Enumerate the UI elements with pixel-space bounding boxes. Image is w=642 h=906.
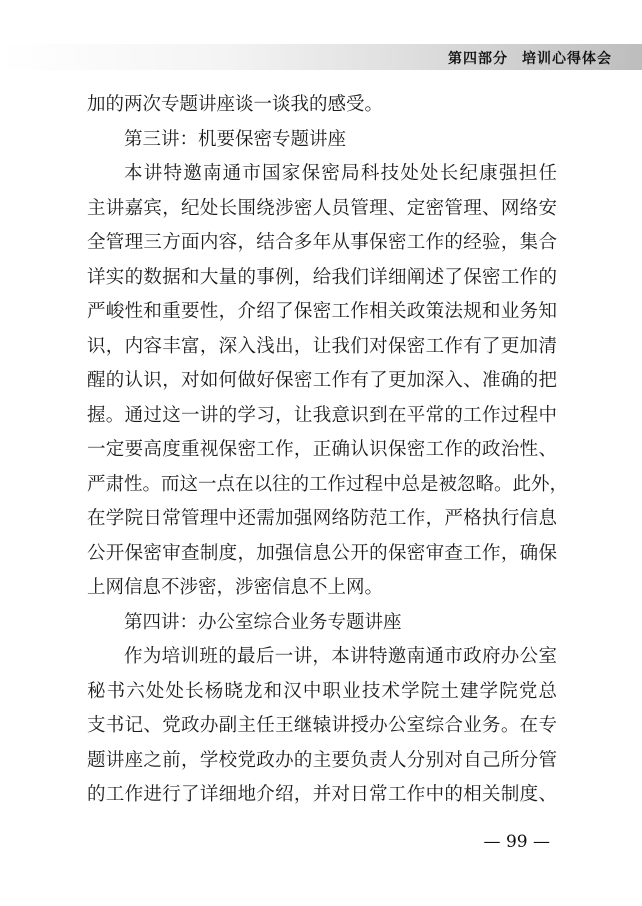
header-title: 培训心得体会 [522,51,612,67]
text-line: 严肃性。而这一点在以往的工作过程中总是被忽略。此外， [87,473,569,495]
text-line: 在学院日常管理中还需加强网络防范工作，严格执行信息 [87,508,557,529]
section-heading: 第四讲：办公室综合业务专题讲座 [124,611,402,633]
text-line: 题讲座之前，学校党政办的主要负责人分别对自己所分管 [87,749,557,771]
section-heading: 第三讲：机要保密专题讲座 [124,128,347,150]
text-line: 的工作进行了详细地介绍，并对日常工作中的相关制度、 [87,784,557,805]
text-line: 公开保密审查制度，加强信息公开的保密审查工作，确保 [87,542,557,564]
header-part: 第四部分 [448,51,508,67]
text-line: 一定要高度重视保密工作，正确认识保密工作的政治性、 [87,439,557,460]
text-line: 详实的数据和大量的事例，给我们详细阐述了保密工作的 [87,266,557,288]
page-number: — 99 — [483,832,550,852]
text-line: 上网信息不涉密，涉密信息不上网。 [87,577,384,598]
body-text [87,88,569,813]
text-line: 醒的认识，对如何做好保密工作有了更加深入、准确的把 [87,370,557,391]
text-line: 作为培训班的最后一讲，本讲特邀南通市政府办公室 [124,646,557,667]
text-line: 加的两次专题讲座谈一谈我的感受。 [87,94,384,115]
running-header [448,48,612,68]
text-line: 本讲特邀南通市国家保密局科技处处长纪康强担任 [124,163,557,184]
text-line: 主讲嘉宾，纪处长围绕涉密人员管理、定密管理、网络安 [87,197,557,219]
text-line: 支书记、党政办副主任王继辕讲授办公室综合业务。在专 [87,715,557,736]
text-line: 严峻性和重要性，介绍了保密工作相关政策法规和业务知 [87,301,557,322]
text-line: 秘书六处处长杨晓龙和汉中职业技术学院土建学院党总 [87,680,557,702]
text-line: 全管理三方面内容，结合多年从事保密工作的经验，集合 [87,232,557,253]
text-line: 识，内容丰富，深入浅出，让我们对保密工作有了更加清 [87,335,557,357]
text-line: 握。通过这一讲的学习，让我意识到在平常的工作过程中 [87,404,557,426]
